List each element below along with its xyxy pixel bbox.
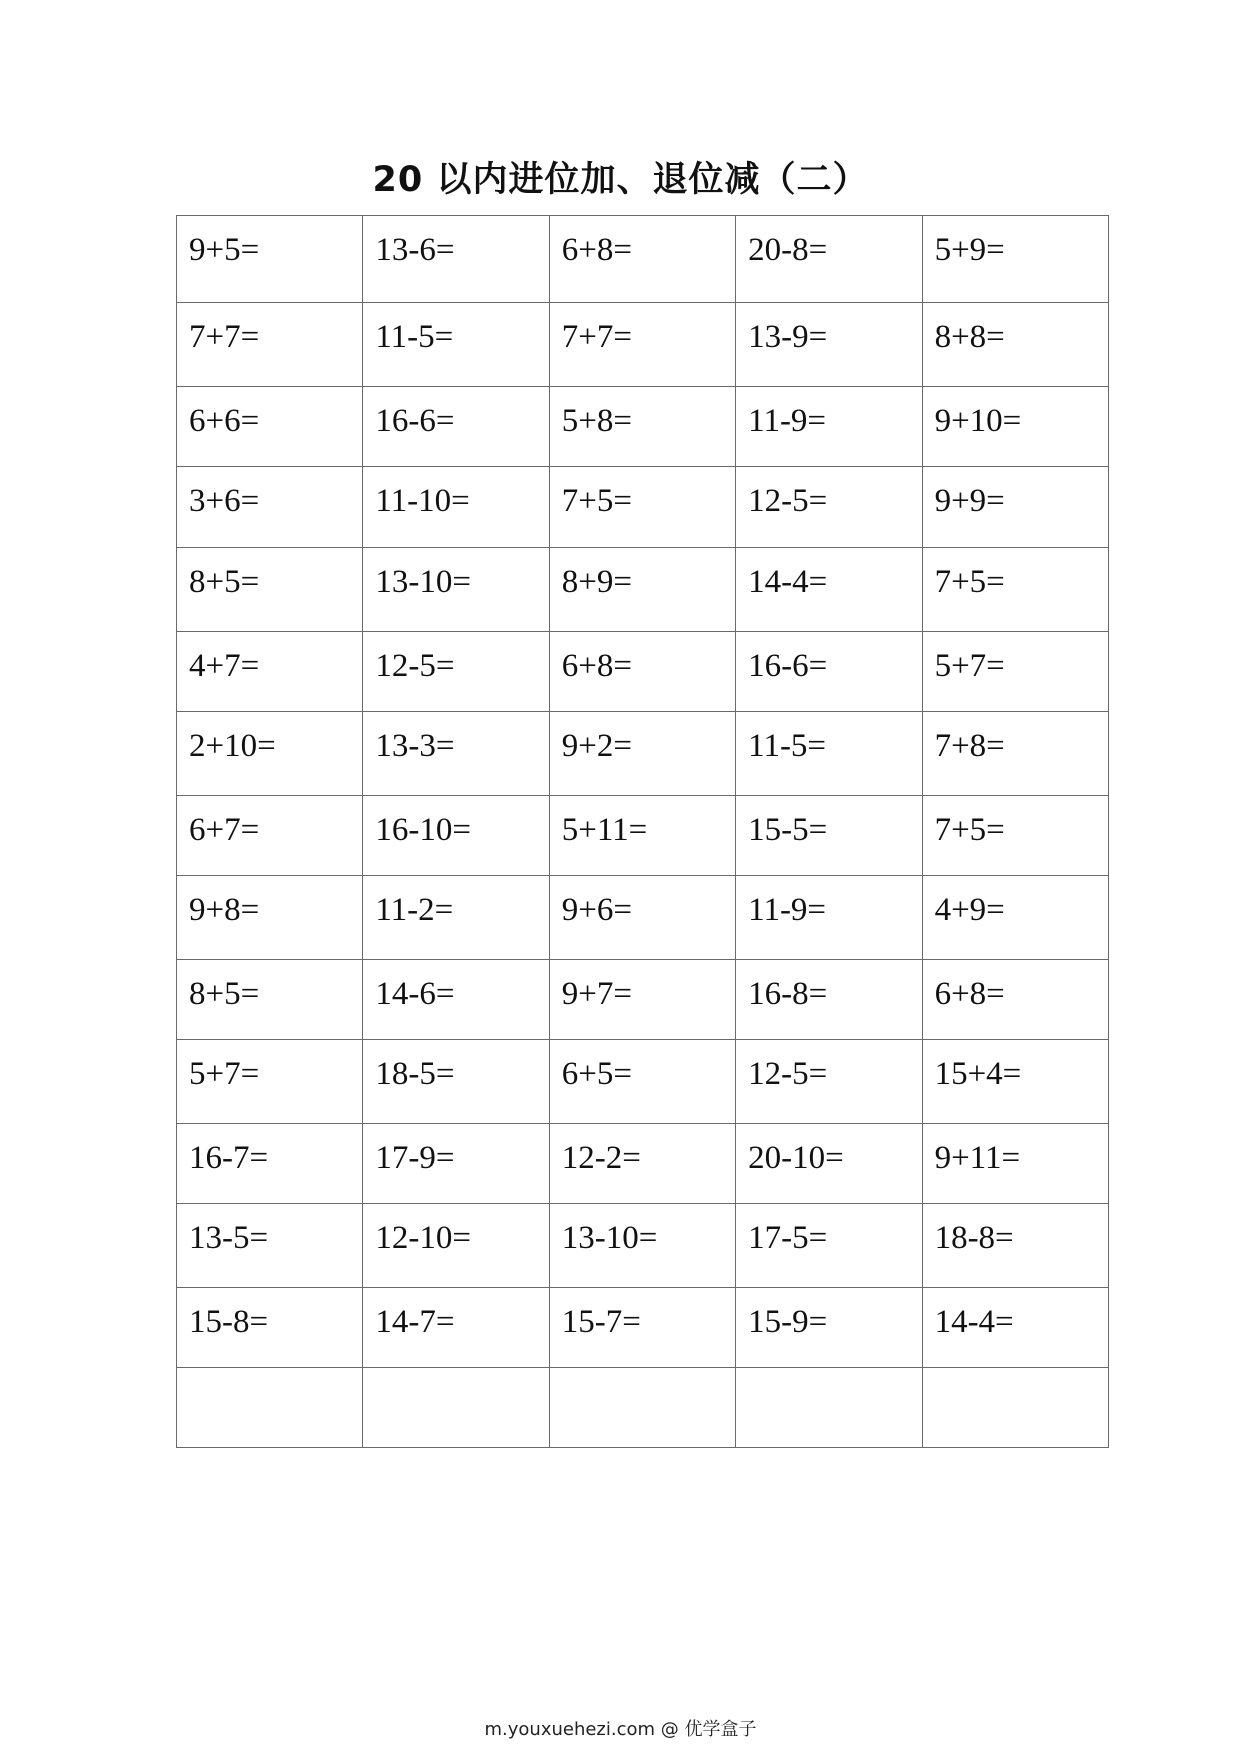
problem-text: 13-5=	[189, 1220, 269, 1256]
problem-cell	[177, 1288, 363, 1368]
table-row	[177, 548, 1109, 632]
problem-cell	[736, 796, 922, 876]
problem-text: 11-5=	[748, 728, 827, 764]
problem-cell	[736, 548, 922, 632]
problem-cell	[177, 1040, 363, 1124]
problem-text: 5+8=	[561, 403, 633, 439]
problem-text: 17-9=	[375, 1140, 455, 1176]
problem-text: 6+7=	[189, 812, 260, 848]
problem-cell	[922, 548, 1108, 632]
problem-cell	[177, 712, 363, 796]
problem-cell	[549, 467, 735, 548]
problem-cell	[736, 1204, 922, 1288]
problem-cell	[549, 1288, 735, 1368]
problem-cell	[363, 216, 549, 303]
problem-text: 16-6=	[748, 648, 828, 684]
table-row	[177, 303, 1109, 387]
problem-text: 12-10=	[375, 1220, 471, 1256]
problem-cell	[177, 876, 363, 960]
problem-text: 9+7=	[561, 976, 633, 1012]
problem-text: 3+6=	[189, 483, 260, 519]
problem-cell	[922, 876, 1108, 960]
problem-cell	[736, 632, 922, 712]
table-row	[177, 960, 1109, 1040]
problem-cell	[922, 303, 1108, 387]
problem-cell	[736, 960, 922, 1040]
problem-cell	[363, 1204, 549, 1288]
footer-watermark: m.youxuehezi.com @ 优学盒子	[484, 1719, 757, 1740]
problem-text: 9+9=	[934, 483, 1005, 519]
problem-cell	[549, 1040, 735, 1124]
exercise-table	[176, 215, 1109, 1448]
problem-text: 9+2=	[561, 728, 633, 764]
problem-cell	[177, 960, 363, 1040]
problem-cell	[177, 387, 363, 467]
problem-text: 9+8=	[189, 892, 260, 928]
problem-text: 11-2=	[375, 892, 454, 928]
problem-cell	[922, 1204, 1108, 1288]
problem-text: 17-5=	[748, 1220, 828, 1256]
problem-text	[748, 1368, 921, 1386]
problem-text	[935, 1368, 1108, 1386]
problem-text: 11-9=	[748, 403, 827, 439]
problem-cell	[177, 796, 363, 876]
problem-text: 14-7=	[375, 1304, 455, 1340]
problem-cell	[736, 712, 922, 796]
table-row	[177, 796, 1109, 876]
problem-cell	[736, 303, 922, 387]
problem-cell	[177, 1204, 363, 1288]
problem-cell	[177, 548, 363, 632]
problem-cell	[549, 796, 735, 876]
problem-text: 12-5=	[748, 1056, 828, 1092]
problem-text: 5+7=	[934, 648, 1005, 684]
problem-text: 15-8=	[189, 1304, 269, 1340]
problem-text: 14-4=	[748, 564, 828, 600]
table-row	[177, 1368, 1109, 1448]
problem-text: 13-10=	[375, 564, 471, 600]
problem-cell	[363, 1124, 549, 1204]
problem-text: 15+4=	[934, 1056, 1022, 1092]
problem-cell	[549, 216, 735, 303]
problem-cell	[549, 1124, 735, 1204]
problem-cell	[177, 1124, 363, 1204]
table-row	[177, 1040, 1109, 1124]
problem-text: 20-8=	[748, 232, 828, 268]
problem-cell	[736, 387, 922, 467]
problem-text: 8+9=	[561, 564, 633, 600]
problem-cell	[736, 1124, 922, 1204]
table-row	[177, 712, 1109, 796]
page-title: 20 以内进位加、退位减（二）	[372, 160, 869, 200]
problem-cell	[177, 216, 363, 303]
problem-cell	[736, 1288, 922, 1368]
problem-cell	[922, 1368, 1108, 1448]
table-row	[177, 467, 1109, 548]
problem-cell	[177, 632, 363, 712]
problem-cell	[549, 632, 735, 712]
problem-cell	[363, 467, 549, 548]
problem-text: 14-4=	[934, 1304, 1014, 1340]
problem-cell	[736, 876, 922, 960]
table-row	[177, 216, 1109, 303]
problem-text: 16-6=	[375, 403, 455, 439]
problem-cell	[549, 1368, 735, 1448]
problem-text	[562, 1368, 735, 1386]
problem-text: 12-2=	[561, 1140, 641, 1176]
table-row	[177, 1204, 1109, 1288]
problem-text: 9+6=	[561, 892, 633, 928]
problem-text: 15-5=	[748, 812, 828, 848]
problem-cell	[922, 216, 1108, 303]
problem-text: 2+10=	[189, 728, 276, 764]
problem-cell	[363, 632, 549, 712]
problem-text: 7+7=	[561, 319, 633, 355]
problem-text: 13-10=	[561, 1220, 658, 1256]
problem-text: 7+5=	[934, 812, 1005, 848]
problem-text: 11-9=	[748, 892, 827, 928]
problem-cell	[549, 1204, 735, 1288]
problem-text: 12-5=	[375, 648, 455, 684]
table-row	[177, 1124, 1109, 1204]
problem-text: 11-5=	[375, 319, 454, 355]
problem-text: 4+9=	[934, 892, 1005, 928]
problem-cell	[549, 876, 735, 960]
problem-cell	[363, 303, 549, 387]
problem-text: 8+5=	[189, 564, 260, 600]
problem-text: 16-8=	[748, 976, 828, 1012]
problem-cell	[922, 467, 1108, 548]
problem-text: 14-6=	[375, 976, 455, 1012]
problem-cell	[736, 216, 922, 303]
problem-text: 6+8=	[934, 976, 1005, 1012]
problem-text: 7+5=	[561, 483, 633, 519]
problem-cell	[177, 467, 363, 548]
problem-text: 5+7=	[189, 1056, 260, 1092]
problem-text: 6+8=	[561, 648, 633, 684]
problem-cell	[363, 876, 549, 960]
problem-text: 8+8=	[934, 319, 1005, 355]
problem-text: 15-7=	[561, 1304, 641, 1340]
problem-cell	[922, 712, 1108, 796]
problem-text: 8+5=	[189, 976, 260, 1012]
problem-cell	[177, 1368, 363, 1448]
problem-cell	[549, 303, 735, 387]
problem-text: 13-9=	[748, 319, 828, 355]
problem-text: 18-5=	[375, 1056, 455, 1092]
problem-cell	[549, 387, 735, 467]
problem-text: 5+11=	[561, 812, 648, 848]
problem-text: 4+7=	[189, 648, 260, 684]
problem-text: 6+5=	[561, 1056, 633, 1092]
problem-cell	[922, 387, 1108, 467]
problem-cell	[922, 960, 1108, 1040]
problem-cell	[736, 467, 922, 548]
problem-text: 18-8=	[934, 1220, 1014, 1256]
problem-cell	[922, 632, 1108, 712]
problem-cell	[363, 1368, 549, 1448]
problem-cell	[363, 960, 549, 1040]
problem-text: 7+7=	[189, 319, 260, 355]
table-row	[177, 876, 1109, 960]
problem-text: 7+8=	[934, 728, 1005, 764]
problem-text: 20-10=	[748, 1140, 844, 1176]
table-row	[177, 1288, 1109, 1368]
problem-text: 15-9=	[748, 1304, 828, 1340]
problem-text: 5+9=	[934, 232, 1005, 268]
problem-text: 13-3=	[375, 728, 455, 764]
problem-text: 6+8=	[561, 232, 633, 268]
problem-cell	[549, 960, 735, 1040]
problem-text	[375, 1368, 548, 1386]
problem-cell	[363, 712, 549, 796]
problem-text: 13-6=	[375, 232, 455, 268]
problem-cell	[922, 1288, 1108, 1368]
problem-text: 16-7=	[189, 1140, 269, 1176]
problem-text: 9+11=	[934, 1140, 1021, 1176]
problem-text: 11-10=	[375, 483, 470, 519]
problem-cell	[922, 1040, 1108, 1124]
problem-text: 16-10=	[375, 812, 471, 848]
problem-text: 7+5=	[934, 564, 1005, 600]
problem-text	[189, 1368, 362, 1386]
problem-cell	[363, 387, 549, 467]
problem-text: 9+10=	[934, 403, 1022, 439]
table-row	[177, 387, 1109, 467]
problem-cell	[363, 548, 549, 632]
problem-text: 6+6=	[189, 403, 260, 439]
problem-cell	[549, 712, 735, 796]
problem-cell	[736, 1368, 922, 1448]
problem-text: 12-5=	[748, 483, 828, 519]
problem-cell	[736, 1040, 922, 1124]
problem-cell	[922, 1124, 1108, 1204]
problem-cell	[363, 1040, 549, 1124]
table-row	[177, 632, 1109, 712]
problem-text: 9+5=	[189, 232, 260, 268]
exercise-table-body	[177, 216, 1109, 1448]
problem-cell	[177, 303, 363, 387]
problem-cell	[363, 1288, 549, 1368]
problem-cell	[549, 548, 735, 632]
problem-cell	[363, 796, 549, 876]
problem-cell	[922, 796, 1108, 876]
